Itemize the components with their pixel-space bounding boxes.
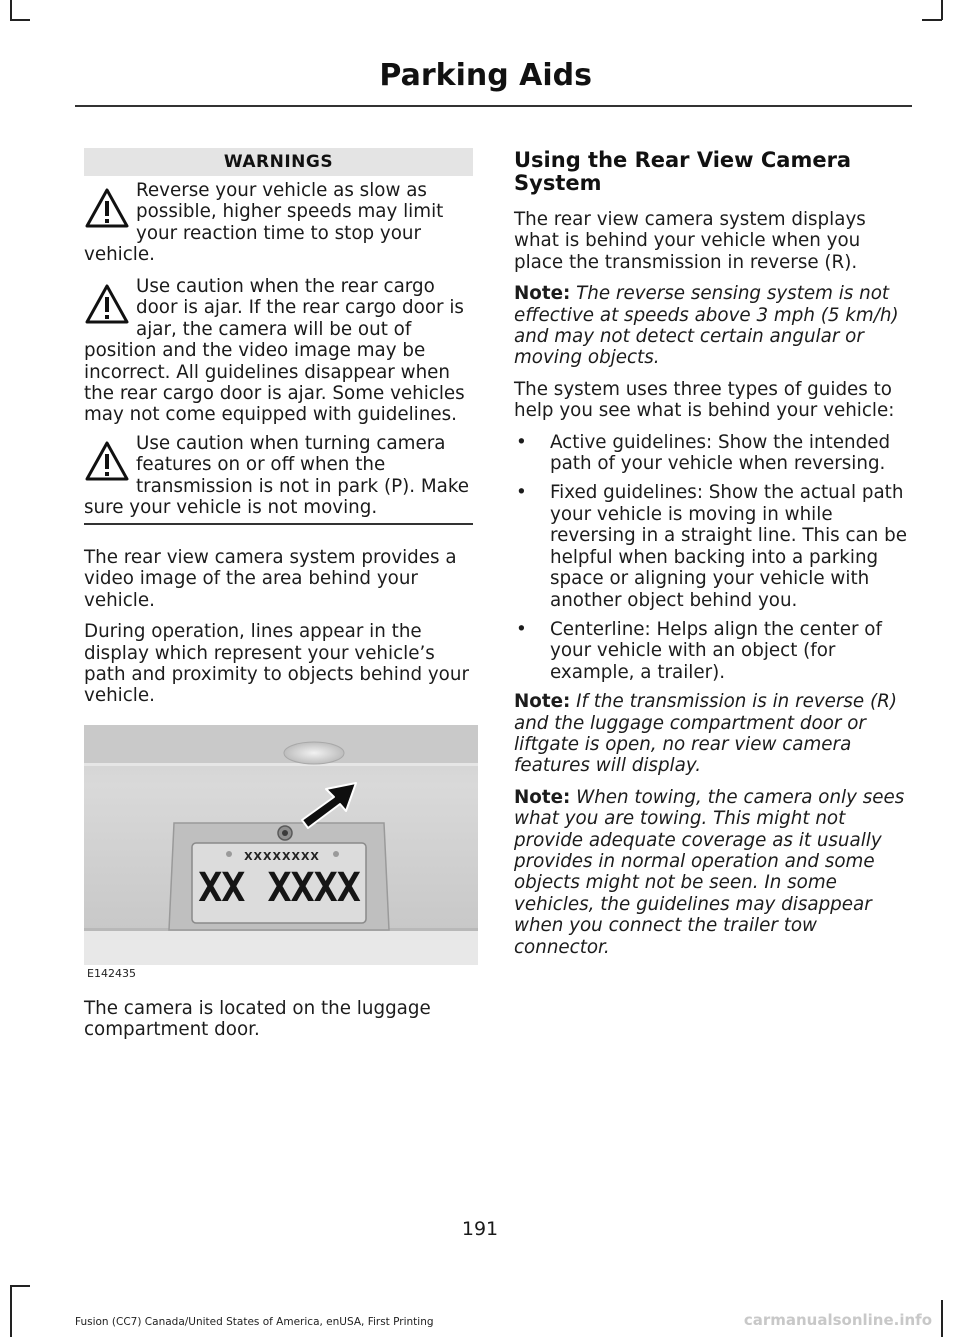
list-item-text: Active guidelines: Show the intended path of your vehicle when reversing.: [550, 431, 891, 475]
bullet-marker: •: [516, 431, 527, 453]
section-heading: Using the Rear View Camera System: [514, 148, 852, 195]
note-paragraph: [514, 283, 910, 369]
crop-mark: [10, 1285, 30, 1287]
plate-top-text: XXXXXXXX: [244, 850, 320, 863]
header-divider: [75, 105, 912, 107]
crop-mark: [10, 1285, 12, 1337]
body-paragraph: The rear view camera system displays what is behind your vehicle when you place the transmission in reverse (R).: [514, 209, 866, 273]
warning-triangle-icon: [84, 439, 130, 485]
page-title: Parking Aids: [379, 58, 592, 93]
note-label: Note:: [514, 691, 571, 713]
figure-caption: [84, 998, 476, 1051]
body-paragraph: During operation, lines appear in the display which represent your vehicle’s path and proximity to objects behind your vehicle.: [84, 621, 469, 707]
warning-text: Use caution when turning camera features on or off when the transmission is not in park (P). Make sure your vehicle is not moving.: [84, 433, 470, 519]
note-text: If the transmission is in reverse (R) and the luggage compartment door or liftgate is open, no rear view camera features will display.: [514, 691, 897, 777]
body-paragraph: The rear view camera system provides a video image of the area behind your vehicle.: [84, 547, 457, 611]
list-item: [514, 432, 910, 475]
note-text: When towing, the camera only sees what you are towing. This might not provide adequate coverage as it usually provides in normal operation and some objects might not be seen. In some vehicles, the guidelines may disappear when you connect the trailer tow connector.: [514, 786, 905, 958]
body-paragraph: The camera is located on the luggage compartment door.: [84, 998, 431, 1041]
note-paragraph: [514, 787, 910, 958]
warning-triangle-icon: [84, 186, 130, 232]
bullet-marker: •: [516, 482, 527, 504]
list-item-text: Centerline: Helps align the center of your vehicle with an object (for example, a trailer).: [550, 618, 882, 683]
camera-location-figure: [84, 725, 478, 965]
warnings-heading: WARNINGS: [84, 148, 473, 176]
bullet-marker: •: [516, 618, 527, 640]
note-label: Note:: [514, 786, 571, 808]
note-text: The reverse sensing system is not effective at speeds above 3 mph (5 km/h) and may not detect certain angular or moving objects.: [514, 283, 899, 369]
crop-mark: [941, 0, 943, 20]
figure-code: E142435: [87, 967, 136, 980]
list-item-text: Fixed guidelines: Show the actual path your vehicle is moving in while reversing in a straight line. This can be helpful when backing into a parking space or aligning your vehicle with another object behind you.: [550, 482, 907, 611]
footer-text: Fusion (CC7) Canada/United States of America, enUSA, First Printing: [75, 1316, 434, 1328]
body-paragraph: The system uses three types of guides to help you see what is behind your vehicle:: [514, 378, 895, 422]
page-number: 191: [461, 1218, 499, 1240]
crop-mark: [941, 1300, 943, 1337]
note-label: Note:: [514, 283, 571, 305]
warning-text: Reverse your vehicle as slow as possible, higher speeds may limit your reaction time to stop your vehicle.: [84, 180, 444, 266]
warning-item: [84, 433, 476, 519]
crop-mark: [10, 19, 30, 21]
right-column: [514, 149, 910, 968]
plate-main-text: XX XXXX: [198, 865, 360, 911]
warning-item: [84, 276, 476, 426]
warning-item: [84, 180, 476, 266]
note-paragraph: [514, 691, 910, 777]
warnings-divider: [84, 523, 473, 525]
luggage-door-illustration: [84, 725, 478, 965]
crop-mark: [922, 19, 942, 21]
list-item: [514, 482, 910, 610]
warning-text: Use caution when the rear cargo door is ajar. If the rear cargo door is ajar, the camera will be out of position and the video image may be incorrect. All guidelines disappear when the rear cargo door is ajar. Some vehicles may not come equipped with guidelines.: [84, 276, 465, 426]
crop-mark: [10, 0, 12, 20]
watermark: carmanualsonline.info: [743, 1311, 932, 1329]
list-item: [514, 619, 910, 683]
warning-triangle-icon: [84, 282, 130, 328]
left-column: [84, 547, 476, 717]
